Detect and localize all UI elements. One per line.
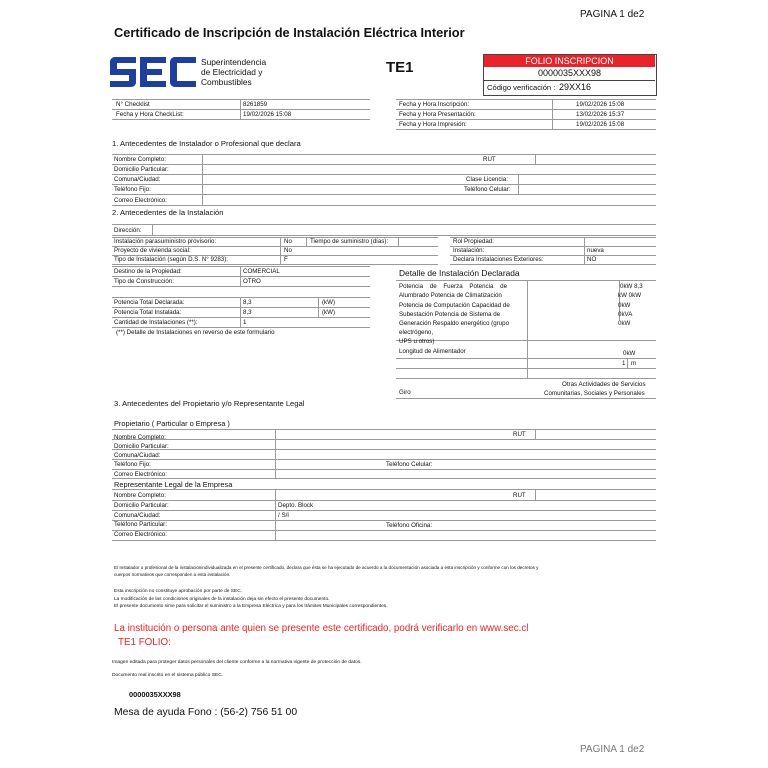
date-value: 13/02/2026 15:37 [576,111,625,118]
rep-rut-label: RUT [513,492,526,499]
s1-telefono-label: Teléfono Fijo: [114,186,151,193]
s3-telefono-label: Teléfono Fijo: [114,461,151,468]
giro-value: Comunitarias, Sociales y Personales [544,390,645,397]
sec-logo [110,57,198,87]
s2-provisorio-label: Instalación parasuministro provisorio: [114,238,217,245]
s2-potinst-label: Potencia Total Instalada: [114,309,182,316]
longitud-label: Longitud de Alimentador [399,348,466,355]
s2-construccion-value: OTRO [243,278,261,285]
privacy-note: Imagen editada para proteger datos personales del cliente conforme a la normativa vigente de protección de datos. [112,660,362,665]
detalle-row: Potencia de Computación Capacidad de [399,302,510,309]
s2-destino-label: Destino de la Propiedad: [114,268,182,275]
detalle-row: Potencia de Fuerza Potencia de [399,283,508,290]
s2-potdecl-value: 8,3 [243,299,252,306]
legal-text: El presente documento sirve para solicitar el suministro a la Empresa Eléctrica y para los trámites Municipales correspondientes. [114,604,388,609]
logo-line3: Combustibles [201,77,252,87]
detalle-title: Detalle de Instalación Declarada [399,268,520,278]
detalle-value: 0kW [618,302,631,309]
legal-text: La modificación de las condiciones originales de la instalación deja sin efecto el presente documento. [114,597,330,602]
s2-direccion-label: Dirección: [114,227,142,234]
s1-comuna-label: Comuna/Ciudad: [114,176,161,183]
s3-correo-label: Correo Electrónico: [114,471,167,478]
giro-value: Otras Actividades de Servicios [562,381,646,388]
date-label: Fecha y Hora Inscripción: [399,101,470,108]
detalle-row: UPS u otros) [399,338,435,345]
page-number-bottom: PAGINA 1 de2 [580,744,645,755]
logo-line2: de Electricidad y [201,67,263,77]
legal-text: Esta inscripción no constituye aprobación por parte de SEC. [114,589,242,594]
detalle-value: 0kW 8,3 [620,283,643,290]
rep-telefono-label: Teléfono Particular: [114,521,167,528]
s2-potinst-unit: (kW) [322,309,336,316]
s2-cantidad-value: 1 [243,319,247,326]
s2-destino-value: COMERCIAL [243,268,280,275]
s1-celular-label: Teléfono Celular: [464,186,511,193]
s1-clase-label: Clase Licencia: [466,176,508,183]
rep-nombre-label: Nombre Completo: [114,492,166,499]
checklist-date-value: 19/02/2026 15:08 [243,111,292,118]
s2-instalacion-label: Instalación: [453,247,485,254]
verification-code: 29XX16 [559,82,592,92]
checklist-number-value: 8261859 [243,101,268,108]
s2-exteriores-value: NO [587,256,597,263]
s3-celular-label: Teléfono Celular: [386,461,433,468]
s3-nombre-label: Nombre Completo: [114,434,166,441]
source-note: Documento real inscrito en el sistema público SEC. [112,673,224,678]
s1-nombre-label: Nombre Completo: [114,156,166,163]
s1-rut-label: RUT [483,156,496,163]
s3-domicilio-label: Domicilio Particular: [114,443,169,450]
date-label: Fecha y Hora Impresión: [399,121,467,128]
s2-potdecl-label: Potencia Total Declarada: [114,299,185,306]
date-value: 19/02/2026 15:08 [576,121,625,128]
s2-social-label: Proyecto de vivienda social: [114,247,191,254]
s2-provisorio-value: No [284,238,292,245]
verify-folio-label: TE1 FOLIO: [118,637,171,648]
folio-header: FOLIO INSCRIPCION [484,55,655,67]
date-value: 19/02/2026 15:08 [576,101,625,108]
s1-correo-label: Correo Electrónico: [114,197,167,204]
s2-instalacion-value: nueva [587,247,604,254]
detalle-row: electrógeno, [399,329,434,336]
s1-domicilio-label: Domicilio Particular: [114,166,169,173]
rep-correo-label: Correo Electrónico: [114,531,167,538]
s2-tipo-label: Tipo de Instalación (según D.S. N° 9283): [114,256,229,263]
detalle-row: Alumbrado Potencia de Climatización [399,292,502,299]
document-title: Certificado de Inscripción de Instalación Eléctrica Interior [114,25,465,40]
verification-label: Código verificación : [487,83,556,92]
s2-nota: (**) Detalle de Instalaciones en reverso de este formulario [116,329,275,336]
detalle-value: 0kW [618,320,631,327]
logo-line1: Superintendencia [201,57,267,67]
checklist-number-label: N° Checklist [116,101,150,108]
s2-cantidad-label: Cantidad de Instalaciones (**): [114,319,198,326]
detalle-row: Generación Respaldo energético (grupo [399,320,510,327]
help-phone: Mesa de ayuda Fono : (56-2) 756 51 00 [114,707,298,718]
section-1-title: 1. Antecedentes de Instalador o Profesional que declara [112,139,301,148]
verify-line: La institución o persona ante quien se presente este certificado, podrá verificarlo en www.sec.cl [114,623,529,634]
te1-label: TE1 [386,59,414,76]
folio-bottom: 0000035XXX98 [129,690,181,699]
s2-potinst-value: 8,3 [243,309,252,316]
longitud-unit: m [631,360,637,367]
rep-oficina-label: Teléfono Oficina: [386,522,433,529]
detalle-row: Subestación Potencia de Sistema de [399,311,501,318]
folio-number: 0000035XXX98 [537,68,602,78]
rep-domicilio-value: Depto. Block [278,502,314,509]
s2-social-value: No [284,247,292,254]
s2-potdecl-unit: (kW) [322,299,336,306]
rep-comuna-value: / S/I [278,512,290,519]
representante-title: Representante Legal de la Empresa [114,480,233,489]
section-2-title: 2. Antecedentes de la Instalación [112,208,224,217]
checklist-date-label: Fecha y Hora CheckList: [116,111,184,118]
s3-comuna-label: Comuna/Ciudad: [114,452,161,459]
longitud-value: 1 [622,360,626,367]
legal-text: cuerpos normativos que corresponden a esta instalación. [114,572,231,577]
giro-label: Giro [399,389,411,396]
s2-rol-label: Rol Propiedad: [453,238,494,245]
page-number-top: PAGINA 1 de2 [580,9,645,20]
s2-tipo-value: F [284,256,288,263]
legal-text: El Instalador o profesional de la instalacionindividualizada en el presente certificado, declara que ésta se ha ejecutado de acuerdo a la documentación asociada a esta inscripción y conforme con los decretos y [114,565,539,570]
date-label: Fecha y Hora Presentación: [399,111,476,118]
s3-rut-label: RUT [513,431,526,438]
s2-construccion-label: Tipo de Construcción: [114,278,174,285]
section-3-title: 3. Antecedentes del Propietario y/o Representante Legal [114,399,305,408]
longitud-unit: 0kW [623,350,636,357]
detalle-value: kW 0kW [618,292,642,299]
s2-tiempo-label: Tiempo de suministro (días): [310,238,389,245]
rep-domicilio-label: Domicilio Particular: [114,502,169,509]
rep-comuna-label: Comuna/Ciudad: [114,512,161,519]
detalle-value: 0kVA [618,311,633,318]
propietario-title: Propietario ( Particular o Empresa ) [114,419,230,428]
s2-exteriores-label: Declara Instalaciones Exteriores: [453,256,544,263]
